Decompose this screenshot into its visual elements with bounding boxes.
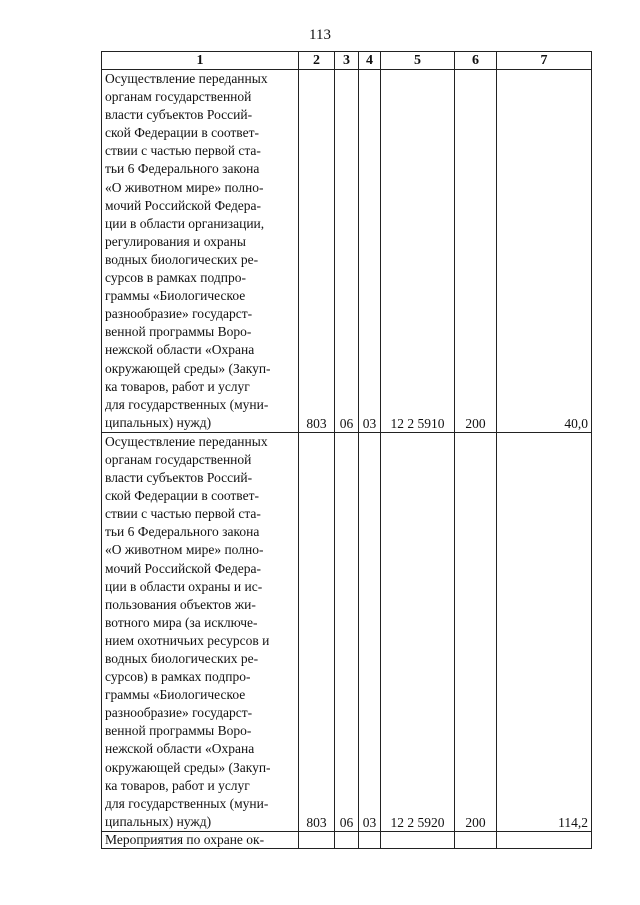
description-line: мочий Российской Федера- xyxy=(105,560,262,576)
description-line: граммы «Биологическое xyxy=(105,288,246,304)
description-line: ципальных) нужд) xyxy=(105,813,212,829)
empty-cell xyxy=(381,831,455,848)
description-line: регулирования и охраны xyxy=(105,233,246,249)
target-article-code: 12 2 5910 xyxy=(381,70,455,433)
ministry-code: 803 xyxy=(299,70,335,433)
description-line: окружающей среды» (Закуп- xyxy=(105,360,271,376)
description-line: ка товаров, работ и услуг xyxy=(105,777,250,793)
row-description xyxy=(102,432,299,831)
header-col-2: 2 xyxy=(299,52,335,70)
header-row xyxy=(102,52,592,70)
description-line: власти субъектов Россий- xyxy=(105,107,253,123)
table-row xyxy=(102,70,592,433)
description-line: сурсов) в рамках подпро- xyxy=(105,669,251,685)
target-article-code: 12 2 5920 xyxy=(381,432,455,831)
description-line: граммы «Биологическое xyxy=(105,687,246,703)
description-line: нежской области «Охрана xyxy=(105,741,255,757)
section-code: 06 xyxy=(335,432,359,831)
empty-cell xyxy=(359,831,381,848)
subsection-code: 03 xyxy=(359,432,381,831)
description-line: сурсов в рамках подпро- xyxy=(105,270,246,286)
table-row-partial xyxy=(102,831,592,848)
subsection-code: 03 xyxy=(359,70,381,433)
header-col-4: 4 xyxy=(359,52,381,70)
expense-type-code: 200 xyxy=(455,70,497,433)
description-line: водных биологических ре- xyxy=(105,651,259,666)
row-description xyxy=(102,70,299,433)
description-line: нежской области «Охрана xyxy=(105,342,255,358)
description-line: ской Федерации в соответ- xyxy=(105,125,259,141)
expense-type-code: 200 xyxy=(455,432,497,831)
description-line: ствии с частью первой ста- xyxy=(105,143,261,159)
description-line: для государственных (муни- xyxy=(105,396,269,412)
description-line: ка товаров, работ и услуг xyxy=(105,378,250,394)
description-line: «О животном мире» полно- xyxy=(105,542,264,558)
description-line: ции в области организации, xyxy=(105,215,265,231)
description-line: тьи 6 Федерального закона xyxy=(105,524,260,540)
description-line: венной программы Воро- xyxy=(105,723,252,739)
table-row xyxy=(102,432,592,831)
header-col-5: 5 xyxy=(381,52,455,70)
description-line: пользования объектов жи- xyxy=(105,596,256,612)
description-line: власти субъектов Россий- xyxy=(105,470,253,486)
header-col-7: 7 xyxy=(497,52,592,70)
header-col-6: 6 xyxy=(455,52,497,70)
description-line: мочий Российской Федера- xyxy=(105,197,262,213)
description-line: ции в области охраны и ис- xyxy=(105,578,263,594)
description-line: разнообразие» государст- xyxy=(105,705,253,721)
description-line: вотного мира (за исключе- xyxy=(105,614,258,630)
row-description-partial: Мероприятия по охране ок- xyxy=(102,831,299,848)
description-line: ципальных) нужд) xyxy=(105,414,212,430)
empty-cell xyxy=(497,831,592,848)
page-number: 113 xyxy=(309,27,331,43)
description-line: окружающей среды» (Закуп- xyxy=(105,759,271,775)
description-line: водных биологических ре- xyxy=(105,251,259,267)
empty-cell xyxy=(455,831,497,848)
description-line: для государственных (муни- xyxy=(105,795,269,811)
section-code: 06 xyxy=(335,70,359,433)
description-line: органам государственной xyxy=(105,451,252,467)
description-line: венной программы Воро- xyxy=(105,324,252,340)
description-line: нием охотничьих ресурсов и xyxy=(105,632,270,648)
description-line: Осуществление переданных xyxy=(105,71,268,86)
description-line: разнообразие» государст- xyxy=(105,306,253,322)
description-line: ствии с частью первой ста- xyxy=(105,506,261,522)
description-line: Осуществление переданных xyxy=(105,433,268,449)
ministry-code: 803 xyxy=(299,432,335,831)
amount-value: 40,0 xyxy=(497,70,592,433)
empty-cell xyxy=(335,831,359,848)
header-col-1: 1 xyxy=(102,52,299,70)
description-line: тьи 6 Федерального закона xyxy=(105,161,260,177)
budget-table xyxy=(101,51,592,849)
amount-value: 114,2 xyxy=(497,432,592,831)
description-line: органам государственной xyxy=(105,89,252,105)
description-line: «О животном мире» полно- xyxy=(105,179,264,195)
header-col-3: 3 xyxy=(335,52,359,70)
empty-cell xyxy=(299,831,335,848)
description-line: ской Федерации в соответ- xyxy=(105,488,259,504)
